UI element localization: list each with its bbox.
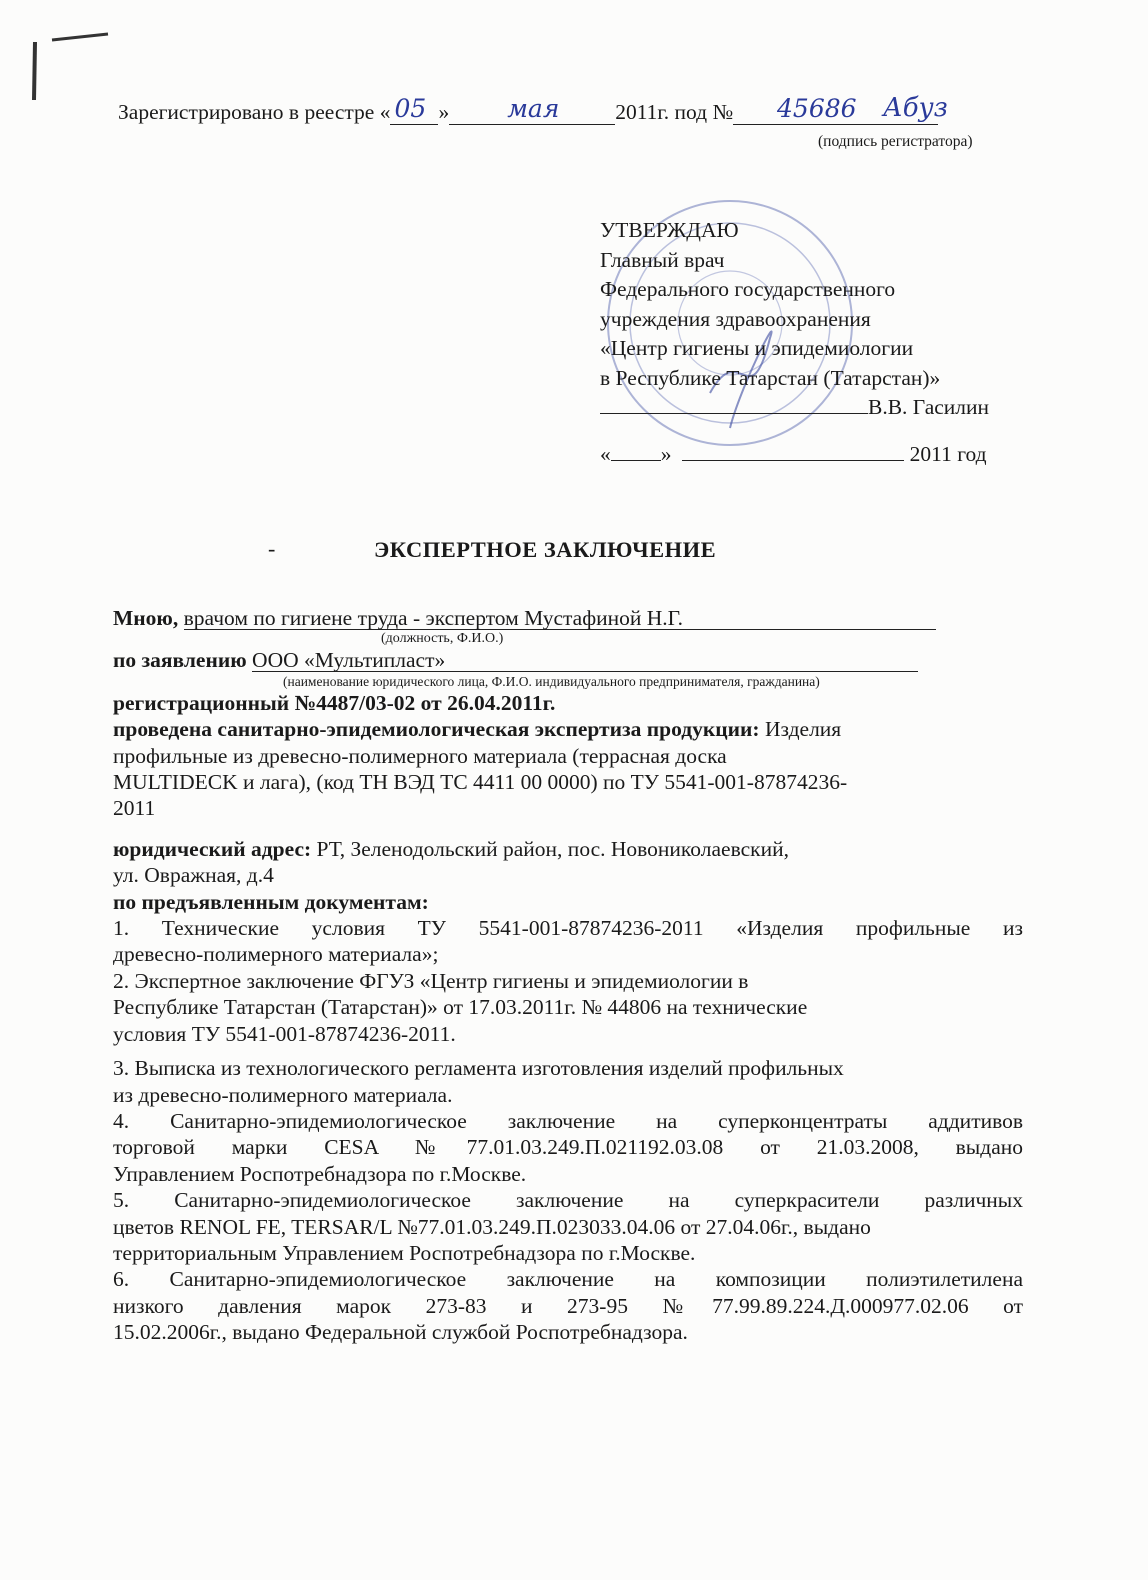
- approval-block: [600, 216, 989, 423]
- documents-label: по предъявленным документам:: [113, 889, 429, 914]
- application-row: [113, 647, 1023, 673]
- by-label: Мною,: [113, 606, 179, 630]
- registration-month: мая: [507, 94, 560, 123]
- approval-heading: УТВЕРЖДАЮ: [600, 218, 739, 242]
- registration-year-text: 2011г. под №: [615, 100, 734, 124]
- approval-line: учреждения здравоохранения: [600, 306, 871, 331]
- registration-prefix: Зарегистрировано в реестре «: [118, 100, 391, 124]
- expertise-label: проведена санитарно-эпидемиологическая экспертиза продукции:: [113, 717, 760, 742]
- document-body: [113, 605, 1023, 1346]
- signature-blank: [600, 393, 868, 414]
- document-item-line: 2. Экспертное заключение ФГУЗ «Центр гигиены и эпидемиологии в: [113, 968, 749, 993]
- document-item: [113, 1187, 1023, 1266]
- approval-date-line: [600, 440, 987, 467]
- document-item-line: Управлением Роспотребнадзора по г.Москве.: [113, 1161, 527, 1186]
- documents-list: [113, 915, 1023, 1346]
- registration-number-row: регистрационный №4487/03-02 от 26.04.2011г.: [113, 690, 556, 715]
- document-item-line: условия ТУ 5541-001-87874236-2011.: [113, 1021, 456, 1046]
- by-value: врачом по гигиене труда - экспертом Мустафиной Н.Г.: [184, 607, 936, 630]
- document-item-line: 15.02.2006г., выдано Федеральной службой Роспотребнадзора.: [113, 1320, 688, 1345]
- document-item: [113, 968, 1023, 1047]
- date-month-blank: [682, 440, 904, 461]
- registration-month-field: [449, 94, 615, 125]
- application-value: ООО «Мультипласт»: [252, 649, 918, 672]
- registration-quote: »: [438, 100, 450, 124]
- address-label: юридический адрес:: [113, 836, 312, 861]
- by-expert-row: [113, 605, 1023, 631]
- document-item: [113, 1055, 1023, 1108]
- expertise-row: [113, 716, 1023, 742]
- application-label: по заявлению: [113, 648, 247, 673]
- registration-day-field: [390, 94, 438, 125]
- address-text: ул. Овражная, д.4: [113, 863, 274, 888]
- document-item: [113, 1266, 1023, 1345]
- document-item-line: торговой марки CESA №77.01.03.249.П.021192.03.08 от 21.03.2008, выдано: [113, 1135, 1023, 1160]
- expertise-text: 2011: [113, 796, 156, 821]
- registration-number: 45686: [777, 94, 857, 123]
- approval-line: Главный врач: [600, 247, 725, 272]
- document-item-line: из древесно-полимерного материала.: [113, 1082, 453, 1107]
- document-item: [113, 915, 1023, 968]
- registration-number-field: [733, 93, 948, 125]
- registrar-signature: Абуз: [883, 93, 948, 123]
- application-caption: (наименование юридического лица, Ф.И.О. индивидуального предпринимателя, гражданина): [283, 673, 820, 689]
- address-text: РТ, Зеленодольский район, пос. Новониколаевский,: [316, 836, 789, 861]
- corner-pen-mark: [30, 28, 110, 103]
- date-day-blank: [611, 440, 661, 461]
- approval-signature-line: [600, 393, 989, 423]
- document-item-line: 1. Технические условия ТУ 5541-001-87874236-2011 «Изделия профильные из: [113, 916, 1023, 941]
- document-item-line: 4. Санитарно-эпидемиологическое заключение на суперконцентраты аддитивов: [113, 1108, 1023, 1133]
- document-item-line: 5. Санитарно-эпидемиологическое заключение на суперкрасители различных: [113, 1188, 1023, 1213]
- approval-line: в Республике Татарстан (Татарстан)»: [600, 365, 941, 390]
- document-item-line: низкого давления марок 273-83 и 273-95 №77.99.89.224.Д.000977.02.06 от: [113, 1293, 1023, 1318]
- approval-line: Федерального государственного: [600, 277, 896, 301]
- registration-day: 05: [394, 94, 427, 123]
- document-item-line: Республике Татарстан (Татарстан)» от 17.03.2011г. № 44806 на технические: [113, 995, 808, 1020]
- registrar-caption: (подпись регистратора): [818, 133, 973, 150]
- document-item-line: 3. Выписка из технологического регламента изготовления изделий профильных: [113, 1056, 844, 1081]
- date-year: 2011 год: [909, 442, 987, 466]
- document-item-line: территориальным Управлением Роспотребнадзора по г.Москве.: [113, 1240, 696, 1265]
- title-dash-mark: -: [268, 536, 276, 561]
- document-item-line: цветов RENOL FE, TERSAR/L №77.01.03.249.П.023033.04.06 от 27.04.06г., выдано: [113, 1214, 871, 1239]
- registration-line: [118, 93, 948, 125]
- document-item-line: 6. Санитарно-эпидемиологическое заключение на композиции полиэтилетилена: [113, 1267, 1023, 1292]
- by-caption: (должность, Ф.И.О.): [381, 631, 504, 647]
- expertise-text: Изделия: [764, 717, 842, 742]
- document-item: [113, 1108, 1023, 1187]
- address-row: [113, 836, 1023, 862]
- expertise-text: профильные из древесно-полимерного материала (террасная доска: [113, 743, 727, 768]
- approval-signer: В.В. Гасилин: [868, 395, 990, 419]
- document-item-line: древесно-полимерного материала»;: [113, 942, 439, 967]
- date-quote-close: »: [660, 442, 672, 466]
- document-title: ЭКСПЕРТНОЕ ЗАКЛЮЧЕНИЕ: [374, 537, 717, 562]
- approval-line: «Центр гигиены и эпидемиологии: [600, 336, 914, 360]
- expertise-text: MULTIDECK и лага), (код ТН ВЭД ТС 4411 00 0000) по ТУ 5541-001-87874236-: [113, 770, 848, 795]
- date-quote-open: «: [600, 442, 611, 466]
